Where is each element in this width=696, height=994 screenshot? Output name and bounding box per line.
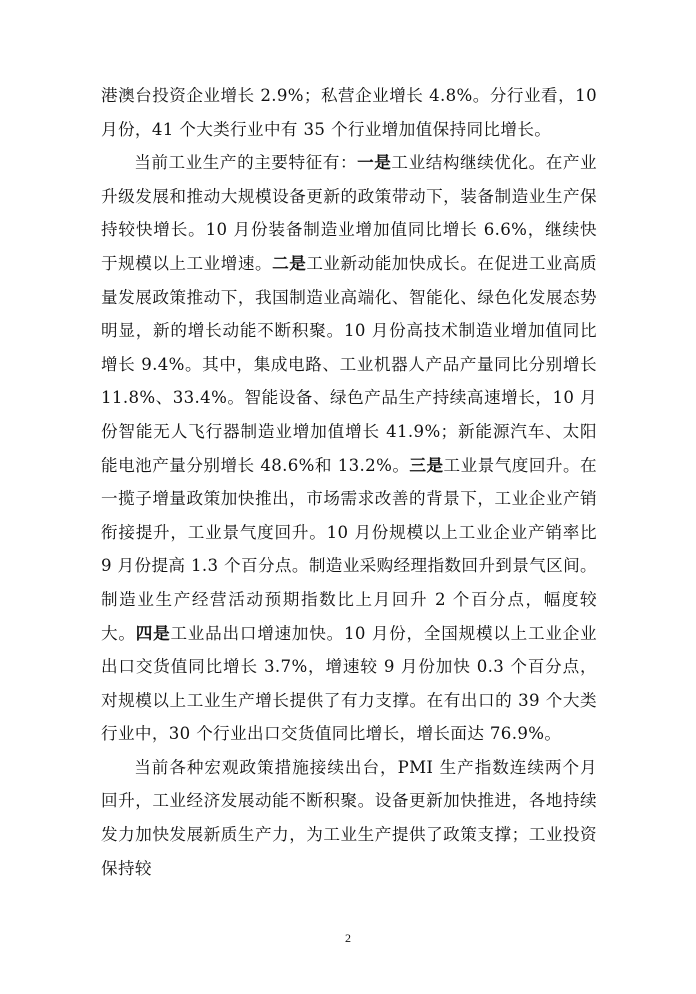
point-4-marker: 四是 [135, 622, 171, 643]
point-2-marker: 二是 [272, 252, 307, 273]
point-2-text: 工业新动能加快成长。在促进工业高质量发展政策推动下，我国制造业高端化、智能化、绿色化发展态势明显，新的增长动能不断积聚。10 月份高技术制造业增加值同比增长 9.4%。其中，集成电路、工业机器人产品产量同比分别增长 11.8%、33.4%。智能设备、绿色产品生产持续高速增长，10 月份智能无人飞行器制造业增加值增长 41.9%；新能源汽车、太阳能电池产量分别增长 48.6%和 13.2%。 [101, 253, 597, 475]
point-1-text: 工业结构继续优化。在产业升级发展和推动大规模设备更新的政策带动下，装备制造业生产保持较快增长。10 月份装备制造业增加值同比增长 6.6%，继续快于规模以上工业增速。 [101, 153, 597, 273]
paragraph-3 [101, 751, 597, 885]
point-4-text: 工业品出口增速加快。10 月份，全国规模以上工业企业出口交货值同比增长 3.7%，增速较 9 月份加快 0.3 个百分点，对规模以上工业生产增长提供了有力支撑。在有出口的 39 个大类行业中，30 个行业出口交货值同比增长，增长面达 76.9%。 [101, 623, 598, 744]
page-number: 2 [345, 931, 351, 945]
body-text [101, 79, 597, 885]
paragraph-1 [101, 79, 597, 146]
point-3-text: 工业景气度回升。在一揽子增量政策加快推出，市场需求改善的背景下，工业企业产销衔接提升，工业景气度回升。10 月份规模以上工业企业产销率比 9 月份提高 1.3 个百分点。制造业采购经理指数回升到景气区间。制造业生产经营活动预期指数比上月回升 2 个百分点，幅度较大。 [101, 455, 597, 643]
paragraph-1-text: 港澳台投资企业增长 2.9%；私营企业增长 4.8%。分行业看，10 月份，41 个大类行业中有 35 个行业增加值保持同比增长。 [101, 86, 597, 139]
paragraph-2 [101, 146, 597, 751]
paragraph-3-text: 当前各种宏观政策措施接续出台，PMI 生产指数连续两个月回升，工业经济发展动能不断积聚。设备更新加快推进，各地持续发力加快发展新质生产力，为工业生产提供了政策支撑；工业投资保持较 [101, 757, 597, 878]
point-1-marker: 一是 [357, 152, 392, 173]
point-3-marker: 三是 [409, 454, 444, 475]
paragraph-2-intro: 当前工业生产的主要特征有： [134, 153, 358, 173]
